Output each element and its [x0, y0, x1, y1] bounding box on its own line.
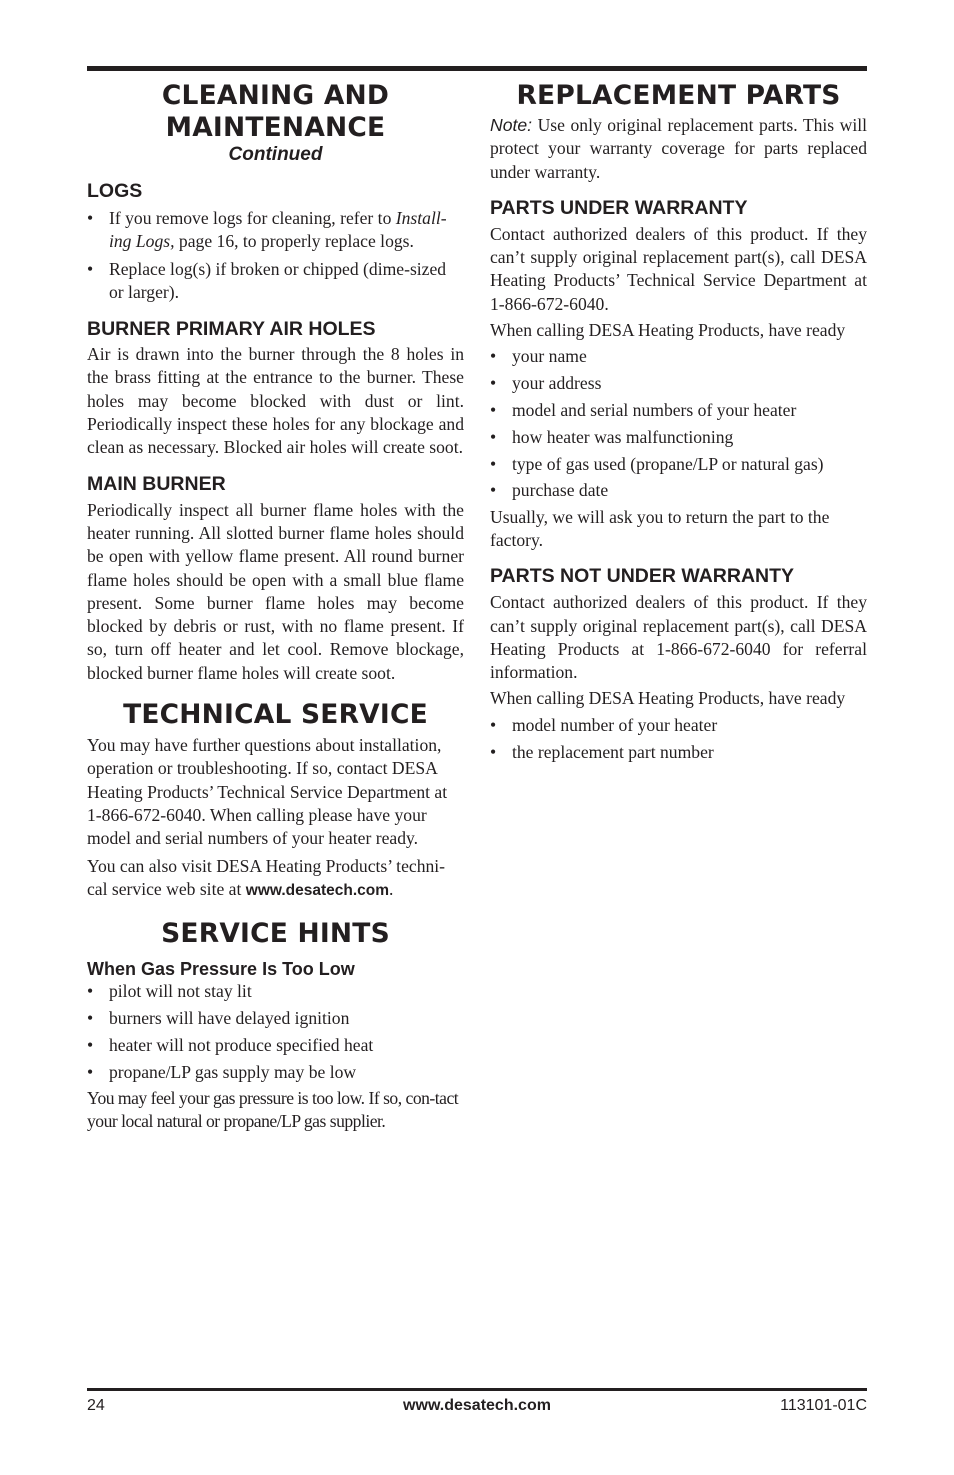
list-item-text: your name — [512, 346, 587, 367]
footer-website[interactable]: www.desatech.com — [403, 1397, 551, 1414]
list-item — [87, 1061, 464, 1084]
bullet: • — [490, 373, 497, 394]
cleaning-title-line1: CLEANING AND — [161, 80, 390, 111]
under-warranty-list — [490, 345, 867, 502]
cleaning-title — [87, 80, 464, 144]
technical-service-para2 — [87, 855, 464, 903]
service-hints-closing: You may feel your gas pressure is too low. If so, con-tact your local natural or propane/LP gas supplier. — [87, 1087, 459, 1132]
parts-under-warranty-heading: PARTS UNDER WARRANTY — [490, 196, 748, 219]
list-item-text: model number of your heater — [512, 714, 718, 735]
service-hints-title: SERVICE HINTS — [161, 918, 390, 950]
page-number: 24 — [87, 1397, 105, 1414]
doc-number: 113101-01C — [780, 1397, 867, 1414]
not-under-warranty-list — [490, 714, 867, 764]
bullet: • — [87, 1034, 94, 1055]
bullet: • — [87, 981, 94, 1002]
bullet: • — [87, 208, 94, 228]
desatech-link[interactable]: www.desatech.com — [245, 881, 390, 899]
installing-logs-ref: Install-ing Logs, — [109, 208, 447, 252]
list-item-text: purchase date — [512, 480, 609, 501]
left-column — [87, 80, 464, 1133]
period: . — [389, 878, 394, 899]
bullet: • — [490, 426, 497, 447]
replacement-note — [490, 114, 867, 184]
bullet: • — [87, 258, 94, 279]
logs-item1-post: page 16, to properly replace logs. — [174, 231, 414, 252]
list-item — [490, 426, 867, 449]
note-text: Use only original replacement parts. This will protect your warranty coverage for parts replaced under warranty. — [490, 115, 867, 182]
logs-item1-text: If you remove logs for cleaning, refer to — [109, 208, 396, 228]
list-item — [490, 714, 867, 737]
list-item-text: how heater was malfunctioning — [512, 426, 734, 447]
list-item-text: burners will have delayed ignition — [109, 1007, 350, 1028]
logs-list — [87, 207, 464, 304]
burner-air-text: Air is drawn into the burner through the 8 holes in the brass fitting at the entrance to the burner. These holes may become blocked with dust or lint. Periodically inspect these holes for any blockage and clean as necessary. Blocked air holes will create soot. — [87, 344, 464, 458]
list-item-text: your address — [512, 373, 602, 394]
gas-pressure-list — [87, 980, 464, 1084]
list-item — [87, 207, 464, 254]
list-item-text: propane/LP gas supply may be low — [109, 1061, 357, 1082]
under-warranty-para1: Contact authorized dealers of this product. If they can’t supply original replacement part(s), call DESA Heating Products’ Technical Service Department at 1-866-672-6040. — [490, 223, 867, 314]
bullet: • — [490, 453, 497, 474]
bullet: • — [87, 1061, 94, 1082]
list-item — [87, 258, 464, 305]
list-item — [87, 980, 464, 1003]
list-item — [490, 453, 867, 476]
top-rule — [87, 66, 867, 71]
main-burner-text: Periodically inspect all burner flame holes with the heater running. All slotted burner flame holes should be open with yellow flame present. All round burner flame holes should be open with a small blue flame present. Some burner flame holes may become blocked by debris or rust, with no flame present. If so, turn off heater and let cool. Remove blockage, blocked burner flame holes will create soot. — [87, 499, 464, 683]
list-item — [87, 1034, 464, 1057]
list-item-text: the replacement part number — [512, 741, 714, 762]
list-item — [490, 399, 867, 422]
gas-pressure-subheading: When Gas Pressure Is Too Low — [87, 959, 355, 980]
list-item — [87, 1007, 464, 1030]
list-item — [490, 479, 867, 502]
bullet: • — [87, 1007, 94, 1028]
list-item-text: type of gas used (propane/LP or natural gas) — [512, 453, 824, 474]
bullet: • — [490, 399, 497, 420]
note-label: Note: — [490, 115, 533, 135]
list-item-text: pilot will not stay lit — [109, 981, 252, 1002]
list-item-text: heater will not produce specified heat — [109, 1034, 374, 1055]
bullet: • — [490, 741, 497, 762]
not-under-warranty-para2: When calling DESA Heating Products, have ready — [490, 688, 846, 709]
bottom-rule — [87, 1388, 867, 1391]
parts-not-under-warranty-heading: PARTS NOT UNDER WARRANTY — [490, 565, 795, 588]
right-column — [490, 80, 867, 764]
list-item — [490, 345, 867, 368]
burner-air-heading: BURNER PRIMARY AIR HOLES — [87, 318, 376, 341]
list-item-text: model and serial numbers of your heater — [512, 399, 797, 420]
bullet: • — [490, 714, 497, 735]
not-under-warranty-para1: Contact authorized dealers of this product. If they can’t supply original replacement part(s), call DESA Heating Products at 1-866-672-6040 for referral information. — [490, 592, 867, 683]
logs-item2-text: Replace log(s) if broken or chipped (dime-sized or larger). — [109, 258, 447, 302]
list-item — [490, 741, 867, 764]
technical-service-title: TECHNICAL SERVICE — [123, 699, 428, 731]
under-warranty-closing: Usually, we will ask you to return the part to the factory. — [490, 506, 830, 550]
under-warranty-para2: When calling DESA Heating Products, have ready — [490, 320, 846, 341]
continued-label: Continued — [228, 144, 323, 165]
main-burner-heading: MAIN BURNER — [87, 472, 226, 495]
replacement-parts-title: REPLACEMENT PARTS — [516, 80, 841, 111]
bullet: • — [490, 480, 497, 501]
technical-service-para1: You may have further questions about installation, operation or troubleshooting. If so, contact DESA Heating Products’ Technical Service Department at 1-866-672-6040. When calling please have your model and serial numbers of your heater ready. — [87, 735, 448, 849]
list-item — [490, 372, 867, 395]
bullet: • — [490, 346, 497, 367]
logs-heading: LOGS — [87, 180, 143, 202]
technical-service-para2-text: You can also visit DESA Heating Products’ techni-cal service web site at — [87, 855, 446, 899]
cleaning-title-line2: MAINTENANCE — [165, 112, 386, 143]
